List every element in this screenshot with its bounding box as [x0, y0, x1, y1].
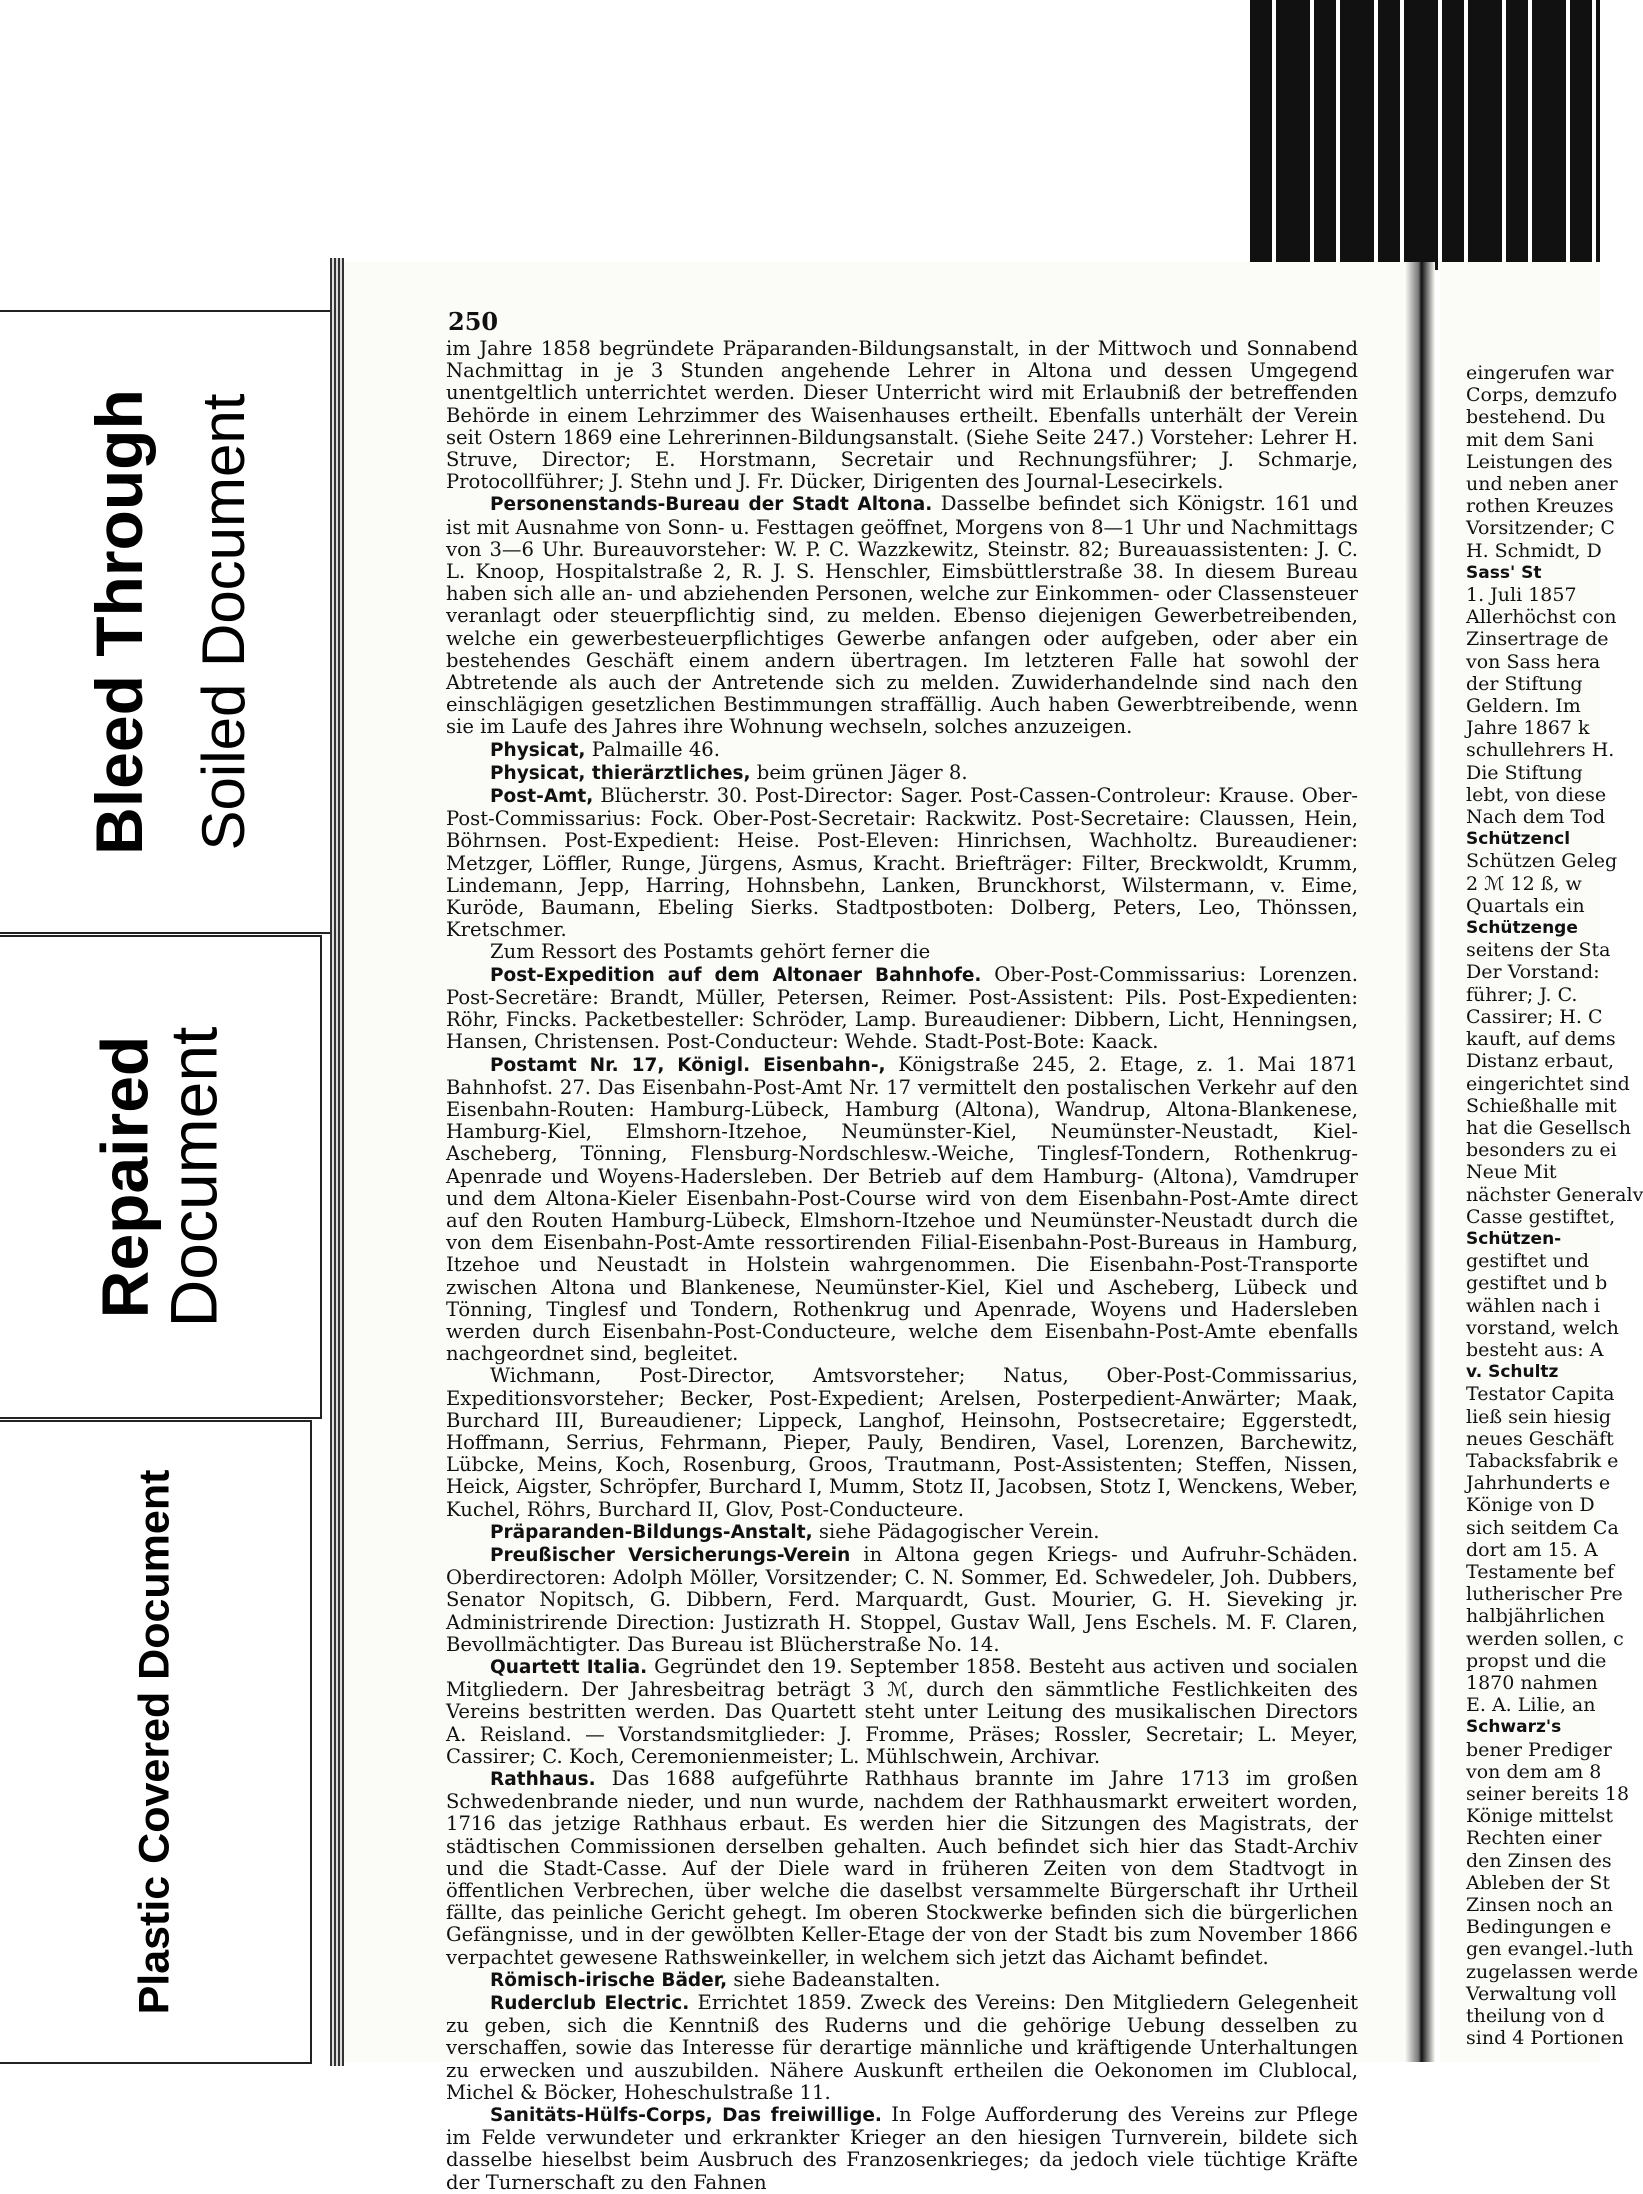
facing-page-line: v. Schultz — [1466, 1362, 1559, 1383]
facing-page-line: Quartals ein — [1466, 894, 1585, 917]
facing-page-line: Schützencl — [1466, 829, 1571, 850]
paragraph-heading: Physicat, thierärztliches, — [490, 762, 751, 784]
paragraph-body: Königstraße 245, 2. Etage, z. 1. Mai 1871 Bahnhofst. 27. Das Eisenbahn-Post-Amt Nr. 17 vermittelt den postalischen Verkehr auf den Eisenbahn-Routen: Hamburg-Lübeck, Hamburg (Altona), Wandrup, Altona-Blankenese, Hamburg-Kiel, Elmshorn-Itzehoe, Neumünster-Kiel, Neumünster-Neustadt, Kiel-Ascheberg, Tönning, Flensburg-Nordschlesw.-Weiche, Tinglesf-Tondern, Rothenkrug-Apenrade und Woyens-Hadersleben. Der Betrieb auf dem Hamburg- (Altona), Vamdruper und dem Altona-Kieler Eisenbahn-Post-Course wird von dem Eisenbahn-Post-Amte direct auf den Routen Hamburg-Lübeck, Elmshorn-Itzehoe und Neumünster-Neustadt durch die von dem Eisenbahn-Post-Amte ressortirenden Filial-Eisenbahn-Post-Bureaus in Hamburg, Itzehoe und Neustadt in Holstein wahrgenommen. Die Eisenbahn-Post-Transporte zwischen Altona und Blankenese, Neumünster-Kiel, Kiel und Ascheberg, Lübeck und Tönning, Tinglesf und Tondern, Rothenkrug und Apenrade, Woyens und Hadersleben werden durch Eisenbahn-Post-Conducteure, welche dem Eisenbahn-Post-Amte ebenfalls nachgeordnet sind, begleitet. — [446, 1052, 1359, 1366]
facing-page-line: rothen Kreuzes — [1466, 495, 1614, 518]
paragraph — [446, 1969, 1358, 1992]
label-tab-bleed-soiled — [0, 310, 342, 934]
paragraph — [446, 941, 1358, 963]
facing-page-line: Distanz erbaut, — [1466, 1050, 1615, 1073]
paragraph — [446, 338, 1358, 493]
page-number: 250 — [448, 307, 499, 336]
facing-page-line: Testamente bef — [1466, 1560, 1615, 1583]
facing-page-text — [1440, 362, 1643, 2050]
facing-page-line: werden sollen, c — [1466, 1627, 1624, 1650]
facing-page-line: Vorsitzender; C — [1466, 517, 1615, 540]
paragraph — [446, 1054, 1358, 1366]
facing-page-line: Cassirer; H. C — [1466, 1005, 1603, 1028]
facing-page-line: Verwaltung voll — [1466, 1982, 1617, 2005]
facing-page-line: Casse gestiftet, — [1466, 1205, 1616, 1228]
facing-page-line: gen evangel.-luth — [1466, 1938, 1634, 1961]
facing-page-line: neues Geschäft — [1466, 1427, 1614, 1450]
facing-page-line: Ableben der St — [1466, 1871, 1611, 1894]
facing-page-line: der Stiftung — [1466, 672, 1583, 695]
facing-page-line: Testator Capita — [1466, 1383, 1615, 1406]
paragraph-body: Blücherstr. 30. Post-Director: Sager. Post-Cassen-Controleur: Krause. Ober-Post-Commissarius: Fock. Ober-Post-Secretair: Rackwitz. Post-Secretaire: Claussen, Hein, Böhrnsen. Post-Expedient: Heise. Post-Eleven: Hinrichsen, Wachholtz. Bureaudiener: Metzger, Löffler, Runge, Jürgens, Asmus, Kracht. Briefträger: Filter, Breckwoldt, Krumm, Lindemann, Jepp, Harring, Hohnsbehn, Lanken, Brunckhorst, Wilstermann, v. Eime, Kuröde, Baumann, Ebeling Sierks. Stadtpostboten: Dolberg, Peters, Leo, Thönssen, Kretschmer. — [446, 784, 1358, 942]
facing-page-line: Schützenge — [1466, 918, 1578, 939]
facing-page-line: eingerichtet sind — [1466, 1072, 1630, 1095]
facing-page-line: seitens der Sta — [1466, 939, 1611, 962]
paragraph — [446, 762, 1358, 785]
label-tab-repaired — [0, 935, 322, 1419]
facing-page-line: besteht aus: A — [1466, 1338, 1604, 1361]
facing-page-line: lebt, von diese — [1466, 783, 1607, 806]
facing-page-line: 1. Juli 1857 — [1466, 584, 1577, 607]
tab-label-text — [87, 1026, 231, 1328]
paragraph — [446, 1521, 1358, 1544]
facing-page-line: Rechten einer — [1466, 1827, 1602, 1850]
tab-label-line-1: Repaired — [87, 1035, 162, 1319]
facing-page-line: sind 4 Portionen — [1466, 2027, 1624, 2050]
paragraph-heading: Präparanden-Bildungs-Anstalt, — [490, 1521, 813, 1543]
facing-page-line: Zinsen noch an — [1466, 1894, 1613, 1917]
paragraph-heading: Post-Amt, — [490, 786, 594, 808]
facing-page-line: nächster Generalv — [1466, 1183, 1643, 1206]
tab-label-line-2: Document — [157, 1026, 231, 1328]
paragraph — [446, 1768, 1358, 1969]
paragraph-body: Palmaille 46. — [591, 737, 720, 761]
facing-page-line: hat die Gesellsch — [1466, 1116, 1631, 1139]
facing-page-line: Leistungen des — [1466, 450, 1613, 473]
facing-page-line: 1870 nahmen — [1466, 1671, 1598, 1694]
facing-page-line: gestiftet und b — [1466, 1272, 1608, 1295]
facing-page-line: Neue Mit — [1466, 1161, 1557, 1184]
facing-page-line: E. A. Lilie, an — [1466, 1694, 1596, 1717]
facing-page-line: bestehend. Du — [1466, 406, 1606, 429]
paragraph-body: in Altona gegen Kriegs- und Aufruhr-Schäden. Oberdirectoren: Adolph Möller, Vorsitzender; C. N. Sommer, Ed. Schwedeler, Joh. Dubbers, Senator Nopitsch, G. Dibbern, Ferd. Marquardt, Gust. Mourier, G. H. Sieveking jr. Administrirende Direction: Justizrath H. Stoppel, Gustav Wall, Jens Eschels. M. F. Claren, Bevollmächtigter. Das Bureau ist Blücherstraße No. 14. — [446, 1542, 1358, 1656]
paragraph-body: Das 1688 aufgeführte Rathhaus brannte im Jahre 1713 im großen Schwedenbrande nieder, und nun wurde, nachdem der Rathhausmarkt erweitert worden, 1716 das jetzige Rathhaus erbaut. Es werden hier die Sitzungen des Magistrats, der städtischen Commissionen derselben gehalten. Auch befindet sich hier das Stadt-Archiv und die Stadt-Casse. Auf der Diele ward in früheren Zeiten von dem Stadtvogt in öffentlichen Verbrechen, über welche die daselbst versammelte Bürgerschaft ihr Urtheil fällte, das peinliche Gericht gehegt. Im oberen Stockwerke befinden sich die bürgerlichen Gefängnisse, und in der gewölbten Keller-Etage der von der Stadt bis zum November 1866 verpachtet gewesene Rathsweinkeller, in welchem sich jetzt das Aichamt befindet. — [446, 1767, 1359, 1969]
facing-page-line: H. Schmidt, D — [1466, 539, 1602, 562]
paragraph-heading: Post-Expedition auf dem Altonaer Bahnhofe. — [490, 964, 982, 986]
facing-page-line: Schützen Geleg — [1466, 850, 1618, 873]
facing-page-line: 2 ℳ 12 ß, w — [1466, 872, 1582, 895]
facing-page-line: propst und die — [1466, 1649, 1607, 1672]
facing-page-line: Nach dem Tod — [1466, 806, 1606, 829]
facing-page-line: Geldern. Im — [1466, 695, 1581, 718]
facing-page-line: Sass' St — [1466, 562, 1542, 583]
facing-page-line: mit dem Sani — [1466, 428, 1594, 451]
tab-label-line-2: Soiled Document — [190, 393, 258, 851]
paragraph — [446, 1992, 1358, 2104]
facing-page-line: Bedingungen e — [1466, 1916, 1612, 1939]
facing-page-line: ließ sein hiesig — [1466, 1405, 1612, 1428]
paragraph — [446, 964, 1358, 1054]
facing-page-line: halbjährlichen — [1466, 1605, 1605, 1628]
paragraph-body: im Jahre 1858 begründete Präparanden-Bildungsanstalt, in der Mittwoch und Sonnabend Nachmittag in je 3 Stunden angehende Lehrer in Altona und dessen Umgegend unentgeltlich unterrichtet werden. Dieser Unterricht wird mit Erlaubniß der betreffenden Behörde in einem Lehrzimmer des Waisenhauses ertheilt. Ebenfalls unterhält der Verein seit Ostern 1869 eine Lehrerinnen-Bildungsanstalt. (Siehe Seite 247.) Vorsteher: Lehrer H. Struve, Director; E. Horstmann, Secretair und Rechnungsführer; J. Schmarje, Protocollführer; J. Stehn und J. Fr. Dücker, Dirigenten des Journal-Lesecirkels. — [446, 337, 1358, 494]
facing-page-line: lutherischer Pre — [1466, 1583, 1623, 1606]
book-binding-stripes — [1250, 0, 1600, 270]
facing-page-line: Könige von D — [1466, 1494, 1595, 1517]
paragraph — [446, 493, 1358, 738]
facing-page-line: den Zinsen des — [1466, 1849, 1612, 1872]
facing-page-line: Jahre 1867 k — [1466, 717, 1590, 740]
paragraph-heading: Physicat, — [490, 739, 586, 761]
facing-page-line: Könige mittelst — [1466, 1805, 1613, 1828]
tab-label-line-1: Plastic Covered Document — [130, 1469, 179, 2015]
paragraph — [446, 1365, 1358, 1520]
facing-page-line: führer; J. C. — [1466, 983, 1578, 1006]
facing-page-line: Schwarz's — [1466, 1717, 1562, 1738]
facing-page-line: schullehrers H. — [1466, 739, 1615, 762]
facing-page-line: Die Stiftung — [1466, 761, 1583, 784]
facing-page-line: eingerufen war — [1466, 362, 1614, 384]
facing-page-line: wählen nach i — [1466, 1294, 1600, 1317]
paragraph-heading: Preußischer Versicherungs-Verein — [490, 1544, 851, 1566]
facing-page-line: Tabacksfabrik e — [1466, 1449, 1619, 1472]
paragraph-heading: Personenstands-Bureau der Stadt Altona. — [490, 494, 933, 516]
paragraph-body: Gegründet den 19. September 1858. Besteht aus activen und socialen Mitgliedern. Der Jahresbeitrag beträgt 3 ℳ, durch den sämmtliche Festlichkeiten des Vereins bestritten werden. Das Quartett steht unter Leitung des musikalischen Directors A. Reisland. — Vorstandsmitglieder: J. Fromme, Präses; Rossler, Secretair; L. Meyer, Cassirer; C. Koch, Ceremonienmeister; L. Mühlschwein, Archivar. — [446, 1654, 1358, 1768]
facing-page-line: gestiftet und — [1466, 1250, 1590, 1273]
facing-page-line: und neben aner — [1466, 473, 1618, 496]
paragraph — [446, 739, 1358, 762]
label-tab-plastic — [0, 1420, 312, 2064]
paragraph-body: Wichmann, Post-Director, Amtsvorsteher; Natus, Ober-Post-Commissarius, Expeditionsvorsteher; Becker, Post-Expedient; Arelsen, Posterpedient-Anwärter; Maak, Burchard III, Bureaudiener; Lippeck, Langhof, Heinsohn, Postsecretaire; Eggerstedt, Hoffmann, Serrius, Fehrmann, Pieper, Pauly, Bendiren, Vasel, Lorenzen, Barchewitz, Lübcke, Meins, Koch, Rosenburg, Groos, Trautmann, Post-Assistenten; Steffen, Nissen, Heick, Aigster, Schröpfer, Burchard I, Mumm, Stotz II, Jacobsen, Stotz I, Wenckens, Weber, Kuchel, Röhrs, Burchard II, Glov, Post-Conducteure. — [446, 1364, 1358, 1521]
facing-page-line: kauft, auf dems — [1466, 1028, 1616, 1051]
page-edge — [330, 258, 344, 2066]
paragraph-heading: Römisch-irische Bäder, — [490, 1969, 728, 1991]
paragraph — [446, 2104, 1358, 2194]
facing-page-line: von Sass hera — [1466, 650, 1601, 673]
paragraph-heading: Quartett Italia. — [490, 1656, 648, 1678]
paragraph-heading: Postamt Nr. 17, Königl. Eisenbahn-, — [490, 1054, 886, 1076]
facing-page-line: Der Vorstand: — [1466, 961, 1600, 984]
paragraph-heading: Ruderclub Electric. — [490, 1993, 690, 2015]
paragraph-body: Errichtet 1859. Zweck des Vereins: Den Mitgliedern Gelegenheit zu geben, sich die Kenntniß des Ruderns und die gehörige Uebung desselben zu verschaffen, sowie das Interesse für derartige männliche und kräftigende Unterhaltungen zu erwecken und auszubilden. Nähere Auskunft ertheilen die Oekonomen im Clublocal, Michel & Böcker, Hoheschulstraße 11. — [446, 1991, 1359, 2104]
tab-label-line-1: Bleed Through — [81, 389, 156, 855]
facing-page-line: vorstand, welch — [1466, 1316, 1619, 1339]
paragraph — [446, 1656, 1358, 1768]
paragraph — [446, 1544, 1358, 1656]
facing-page-line: seiner bereits 18 — [1466, 1783, 1630, 1805]
paragraph-body: siehe Badeanstalten. — [733, 1967, 941, 1991]
facing-page-line: Schießhalle mit — [1466, 1094, 1617, 1117]
facing-page-line: theilung von d — [1466, 2005, 1605, 2028]
paragraph-heading: Sanitäts-Hülfs-Corps, Das freiwillige. — [490, 2105, 882, 2127]
tab-label-text — [132, 1470, 177, 2015]
facing-page-line: dort am 15. A — [1466, 1538, 1598, 1561]
facing-page-line: Allerhöchst con — [1466, 606, 1617, 629]
paragraph-heading: Rathhaus. — [490, 1769, 596, 1790]
facing-page-line: bener Prediger — [1466, 1738, 1612, 1761]
facing-page — [1440, 262, 1643, 2062]
paragraph-body: Zum Ressort des Postamts gehört ferner die — [490, 940, 931, 964]
paragraph-body: Dasselbe befindet sich Königstr. 161 und ist mit Ausnahme von Sonn- u. Festtagen geöffnet, Morgens von 8—1 Uhr und Nachmittags von 3—6 Uhr. Bureauvorsteher: W. P. C. Wazzkewitz, Steinstr. 82; Bureauassistenten: J. C. L. Knoop, Hospitalstraße 2, R. J. S. Henschler, Eimsbüttlerstraße 38. In diesem Bureau haben sich alle an- und abziehenden Personen, welche zur Einkommen- oder Classensteuer veranlagt oder steuerpflichtig sind, zu melden. Ebenso diejenigen Gewerbetreibenden, welche ein gewerbesteuerpflichtiges Gewerbe anfangen oder aufgeben, oder aber ein bestehendes Geschäft einem andern übertragen. Im letzteren Falle hat sowohl der Abtretende als auch der Antretende sich zu melden. Zuwiderhandelnde sind nach den einschlägigen gesetzlichen Bestimmungen straffällig. Auch haben Gewerbtreibende, wenn sie im Laufe des Jahres ihre Wohnung wechseln, solches anzuzeigen. — [446, 492, 1358, 739]
tab-label-text — [81, 389, 258, 855]
facing-page-line: besonders zu ei — [1466, 1139, 1617, 1162]
paragraph-body: siehe Pädagogischer Verein. — [818, 1519, 1100, 1543]
paragraph — [446, 785, 1358, 941]
facing-page-line: zugelassen werde — [1466, 1960, 1639, 1983]
facing-page-line: Zinsertrage de — [1466, 628, 1609, 651]
page-text-column — [446, 338, 1358, 2194]
facing-page-line: Jahrhunderts e — [1466, 1472, 1611, 1495]
paragraph-body: beim grünen Jäger 8. — [756, 760, 968, 784]
facing-page-line: sich seitdem Ca — [1466, 1516, 1619, 1539]
facing-page-line: von dem am 8 — [1466, 1760, 1602, 1783]
facing-page-line: Corps, demzufo — [1466, 384, 1618, 407]
book-gutter — [1405, 262, 1435, 2062]
facing-page-line: Schützen- — [1466, 1228, 1562, 1249]
paragraph-body: In Folge Aufforderung des Vereins zur Pflege im Felde verwundeter und erkrankter Krieger an den hiesigen Turnverein, bildete sich dasselbe hieselbst beim Ausbruch des Franzosenkrieges; da jedoch viele tüchtige Kräfte der Turnerschaft zu den Fahnen — [446, 2103, 1358, 2194]
paragraph-body: Ober-Post-Commissarius: Lorenzen. Post-Secretäre: Brandt, Müller, Petersen, Reimer. Post-Assistent: Pils. Post-Expedienten: Röhr, Fincks. Packetbesteller: Schröder, Lamp. Bureaudiener: Dibbern, Licht, Henningsen, Hansen, Christensen. Post-Conducteur: Wehde. Stadt-Post-Bote: Kaack. — [446, 962, 1358, 1054]
